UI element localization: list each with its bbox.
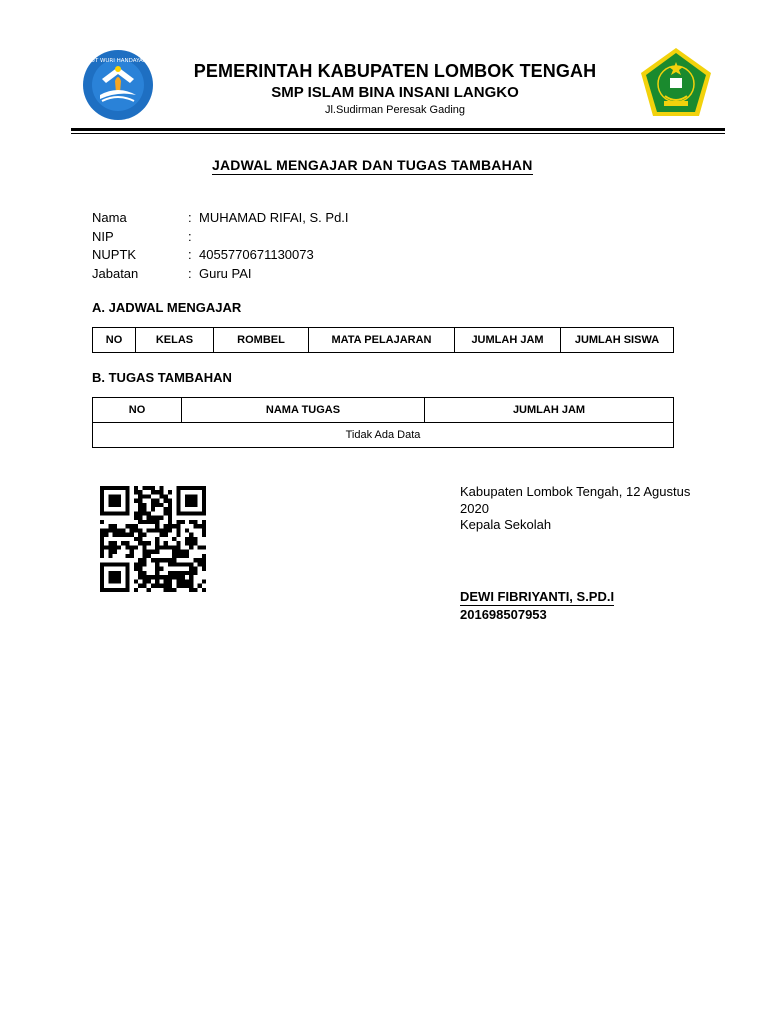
qr-module [147, 494, 151, 498]
info-row-nip [92, 228, 349, 247]
qr-module [168, 490, 172, 494]
qr-module [117, 533, 121, 537]
qr-module [108, 545, 112, 549]
qr-module [185, 584, 189, 588]
qr-module [168, 499, 172, 503]
qr-module [176, 520, 180, 524]
qr-module [176, 541, 180, 545]
qr-module [164, 545, 168, 549]
qr-module [151, 575, 155, 579]
qr-module [168, 516, 172, 520]
qr-module [134, 516, 138, 520]
qr-module [172, 554, 176, 558]
qr-module [176, 528, 180, 532]
qr-module [155, 499, 159, 503]
qr-module [100, 541, 104, 545]
signature-place-date: Kabupaten Lombok Tengah, 12 Agustus 2020 [460, 484, 691, 516]
qr-module [155, 558, 159, 562]
qr-module [164, 575, 168, 579]
qr-module [151, 499, 155, 503]
qr-module [176, 571, 180, 575]
qr-module [142, 575, 146, 579]
qr-module [181, 554, 185, 558]
qr-module [168, 584, 172, 588]
qr-module [108, 528, 112, 532]
info-row-nama [92, 209, 349, 228]
qr-module [198, 558, 202, 562]
qr-module [189, 520, 193, 524]
qr-module [181, 571, 185, 575]
qr-module [155, 567, 159, 571]
section-b-title: B. TUGAS TAMBAHAN [92, 370, 232, 385]
qr-module [164, 528, 168, 532]
qr-module [138, 567, 142, 571]
table-header-row [93, 328, 674, 353]
qr-module [151, 490, 155, 494]
qr-module [134, 537, 138, 541]
qr-module [159, 567, 163, 571]
qr-module [155, 579, 159, 583]
teacher-info [92, 209, 349, 284]
qr-module [142, 584, 146, 588]
qr-module [168, 511, 172, 515]
qr-module [138, 575, 142, 579]
additional-tasks-table [92, 397, 674, 448]
info-separator: : [188, 210, 192, 225]
table-header-row [93, 398, 674, 423]
column-header: JUMLAH JAM [425, 398, 674, 423]
qr-module [176, 579, 180, 583]
qr-module [130, 545, 134, 549]
qr-module [168, 528, 172, 532]
qr-module [202, 545, 206, 549]
qr-module [172, 537, 176, 541]
qr-module [189, 567, 193, 571]
qr-module [202, 520, 206, 524]
qr-module [100, 554, 104, 558]
qr-module [142, 533, 146, 537]
qr-module [121, 533, 125, 537]
qr-module [172, 545, 176, 549]
info-label: NUPTK [92, 247, 137, 263]
qr-module [125, 524, 129, 528]
qr-module [134, 499, 138, 503]
info-label: Jabatan [92, 266, 139, 282]
header-divider-thin [71, 133, 725, 134]
signature-role: Kepala Sekolah [460, 517, 552, 532]
qr-module [125, 554, 129, 558]
qr-module [147, 579, 151, 583]
qr-module [113, 545, 117, 549]
qr-module [134, 486, 138, 490]
qr-module [164, 524, 168, 528]
qr-module [138, 571, 142, 575]
qr-module [172, 575, 176, 579]
qr-module [134, 588, 138, 592]
qr-module [155, 528, 159, 532]
qr-module [168, 507, 172, 511]
qr-module [138, 511, 142, 515]
qr-module [138, 537, 142, 541]
qr-module [185, 550, 189, 554]
qr-module [125, 541, 129, 545]
qr-module [189, 537, 193, 541]
qr-module [164, 558, 168, 562]
qr-module [202, 558, 206, 562]
qr-module [193, 524, 197, 528]
qr-module [202, 533, 206, 537]
qr-module [176, 533, 180, 537]
qr-module [172, 562, 176, 566]
qr-module [130, 554, 134, 558]
qr-module [113, 528, 117, 532]
qr-module [113, 524, 117, 528]
qr-module [164, 579, 168, 583]
info-value: Guru PAI [199, 266, 252, 282]
qr-module [159, 575, 163, 579]
qr-module [189, 588, 193, 592]
qr-module [202, 554, 206, 558]
qr-module [168, 545, 172, 549]
qr-module [202, 562, 206, 566]
qr-module [189, 584, 193, 588]
qr-module [159, 528, 163, 532]
qr-module [130, 524, 134, 528]
qr-module [134, 567, 138, 571]
school-name: SMP ISLAM BINA INSANI LANGKO [271, 84, 519, 101]
qr-module [138, 516, 142, 520]
document-title: JADWAL MENGAJAR DAN TUGAS TAMBAHAN [212, 157, 533, 173]
qr-module [155, 524, 159, 528]
qr-module [172, 571, 176, 575]
qr-module [193, 520, 197, 524]
qr-module [155, 545, 159, 549]
qr-module [104, 545, 108, 549]
qr-module [168, 558, 172, 562]
qr-module [138, 528, 142, 532]
qr-module [168, 520, 172, 524]
signatory-name: DEWI FIBRIYANTI, S.PD.I [460, 589, 615, 604]
qr-module [168, 524, 172, 528]
column-header: NAMA TUGAS [182, 398, 425, 423]
qr-module [202, 579, 206, 583]
qr-module [147, 575, 151, 579]
info-value: 4055770671130073 [199, 247, 314, 263]
qr-module [172, 550, 176, 554]
section-a-title: A. JADWAL MENGAJAR [92, 300, 242, 315]
qr-module [147, 516, 151, 520]
qr-module [159, 516, 163, 520]
government-name: PEMERINTAH KABUPATEN LOMBOK TENGAH [193, 61, 597, 81]
qr-module [100, 550, 104, 554]
qr-module [202, 588, 206, 592]
qr-module [121, 528, 125, 532]
qr-module [125, 545, 129, 549]
qr-module [117, 528, 121, 532]
qr-module [142, 558, 146, 562]
qr-module [151, 486, 155, 490]
qr-module [117, 545, 121, 549]
info-label: NIP [92, 228, 114, 244]
qr-module [155, 562, 159, 566]
qr-module [151, 584, 155, 588]
qr-module [100, 528, 104, 532]
column-header: JUMLAH JAM [455, 328, 561, 353]
qr-module [100, 533, 104, 537]
qr-module [176, 584, 180, 588]
qr-module [147, 528, 151, 532]
info-value: MUHAMAD RIFAI, S. Pd.I [199, 210, 349, 225]
qr-module [159, 486, 163, 490]
qr-module [164, 499, 168, 503]
qr-module [142, 550, 146, 554]
qr-module [142, 554, 146, 558]
qr-module [159, 490, 163, 494]
info-row-jabatan [92, 265, 349, 284]
qr-module [155, 490, 159, 494]
qr-module [125, 533, 129, 537]
qr-module [113, 550, 117, 554]
qr-module [142, 511, 146, 515]
qr-module [198, 545, 202, 549]
qr-code [100, 486, 206, 592]
qr-module [176, 550, 180, 554]
qr-module [151, 550, 155, 554]
qr-module [181, 579, 185, 583]
qr-module [130, 528, 134, 532]
qr-module [147, 511, 151, 515]
qr-module [185, 579, 189, 583]
qr-module [138, 490, 142, 494]
qr-module [185, 528, 189, 532]
info-separator: : [188, 266, 192, 282]
qr-module [151, 507, 155, 511]
qr-module [189, 541, 193, 545]
qr-module [168, 579, 172, 583]
qr-module [176, 575, 180, 579]
qr-module [147, 588, 151, 592]
qr-module [155, 520, 159, 524]
qr-module [172, 558, 176, 562]
qr-module [108, 541, 112, 545]
qr-module [176, 524, 180, 528]
qr-module [189, 571, 193, 575]
table-row [93, 423, 674, 448]
qr-module [164, 507, 168, 511]
qr-module [185, 494, 198, 507]
qr-module [138, 507, 142, 511]
qr-module [159, 545, 163, 549]
teaching-schedule-table [92, 327, 674, 353]
qr-module [151, 558, 155, 562]
qr-module [130, 533, 134, 537]
qr-module [147, 554, 151, 558]
qr-module [151, 503, 155, 507]
qr-module [176, 554, 180, 558]
qr-module [159, 503, 163, 507]
qr-module [138, 520, 142, 524]
signature-block [460, 484, 710, 534]
info-separator: : [188, 228, 192, 244]
qr-module [100, 520, 104, 524]
qr-module [113, 533, 117, 537]
qr-module [155, 537, 159, 541]
qr-module [189, 575, 193, 579]
qr-module [185, 537, 189, 541]
column-header: ROMBEL [214, 328, 309, 353]
qr-module [193, 537, 197, 541]
qr-module [138, 558, 142, 562]
qr-module [142, 541, 146, 545]
qr-module [202, 524, 206, 528]
qr-module [147, 520, 151, 524]
qr-module [155, 516, 159, 520]
qr-module [159, 558, 163, 562]
qr-module [134, 528, 138, 532]
info-row-nuptk [92, 246, 349, 265]
qr-module [142, 503, 146, 507]
signatory-id: 201698507953 [460, 607, 547, 622]
qr-module [181, 584, 185, 588]
qr-module [100, 545, 104, 549]
qr-module [185, 554, 189, 558]
qr-module [189, 562, 193, 566]
qr-module [134, 545, 138, 549]
qr-module [168, 575, 172, 579]
qr-module [181, 562, 185, 566]
qr-module [121, 541, 125, 545]
qr-module [181, 575, 185, 579]
qr-module [185, 541, 189, 545]
qr-module [159, 533, 163, 537]
qr-module [189, 545, 193, 549]
qr-module [181, 550, 185, 554]
qr-module [130, 550, 134, 554]
qr-module [100, 537, 104, 541]
qr-module [134, 562, 138, 566]
qr-module [138, 541, 142, 545]
qr-module [113, 541, 117, 545]
qr-module [104, 533, 108, 537]
qr-module [189, 533, 193, 537]
qr-module [142, 520, 146, 524]
qr-module [155, 550, 159, 554]
qr-module [185, 571, 189, 575]
qr-module [193, 571, 197, 575]
column-header: NO [93, 398, 182, 423]
qr-module [108, 554, 112, 558]
qr-module [198, 524, 202, 528]
qr-module [159, 494, 163, 498]
qr-module [138, 584, 142, 588]
qr-module [108, 494, 121, 507]
qr-module [181, 520, 185, 524]
qr-module [155, 571, 159, 575]
qr-module [151, 528, 155, 532]
school-address: Jl.Sudirman Peresak Gading [324, 104, 465, 116]
qr-module [142, 486, 146, 490]
qr-module [164, 533, 168, 537]
info-separator: : [188, 247, 192, 263]
qr-module [155, 503, 159, 507]
qr-module [198, 562, 202, 566]
qr-module [189, 579, 193, 583]
qr-module [142, 507, 146, 511]
qr-module [168, 588, 172, 592]
qr-module [202, 528, 206, 532]
qr-module [172, 524, 176, 528]
qr-module [142, 494, 146, 498]
qr-module [193, 567, 197, 571]
empty-data-cell: Tidak Ada Data [93, 423, 674, 448]
qr-module [134, 511, 138, 515]
qr-module [138, 503, 142, 507]
qr-module [138, 499, 142, 503]
qr-module [108, 550, 112, 554]
qr-module [138, 533, 142, 537]
column-header: JUMLAH SISWA [561, 328, 674, 353]
qr-module [168, 562, 172, 566]
qr-module [151, 520, 155, 524]
column-header: MATA PELAJARAN [309, 328, 455, 353]
qr-module [159, 584, 163, 588]
qr-module [185, 562, 189, 566]
column-header: KELAS [136, 328, 214, 353]
qr-module [193, 558, 197, 562]
qr-module [151, 516, 155, 520]
qr-module [147, 541, 151, 545]
logo-motto-text: TUT WURI HANDAYANI [87, 58, 149, 64]
qr-module [147, 550, 151, 554]
qr-module [142, 545, 146, 549]
qr-module [164, 494, 168, 498]
qr-module [176, 562, 180, 566]
qr-module [193, 588, 197, 592]
qr-module [164, 541, 168, 545]
qr-module [138, 562, 142, 566]
qr-module [104, 528, 108, 532]
qr-module [164, 588, 168, 592]
qr-module [142, 579, 146, 583]
qr-module [193, 541, 197, 545]
header-divider-thick [71, 128, 725, 131]
qr-module [138, 494, 142, 498]
qr-module [134, 524, 138, 528]
qr-module [168, 503, 172, 507]
qr-module [134, 490, 138, 494]
qr-module [108, 571, 121, 584]
qr-module [155, 575, 159, 579]
qr-module [155, 584, 159, 588]
qr-module [176, 545, 180, 549]
qr-module [202, 567, 206, 571]
qr-module [142, 571, 146, 575]
qr-module [164, 511, 168, 515]
qr-module [108, 524, 112, 528]
qr-module [168, 571, 172, 575]
qr-module [142, 562, 146, 566]
column-header: NO [93, 328, 136, 353]
qr-module [155, 541, 159, 545]
qr-module [198, 584, 202, 588]
qr-module [164, 584, 168, 588]
qr-module [134, 579, 138, 583]
info-label: Nama [92, 210, 127, 225]
qr-module [147, 486, 151, 490]
qr-module [172, 588, 176, 592]
